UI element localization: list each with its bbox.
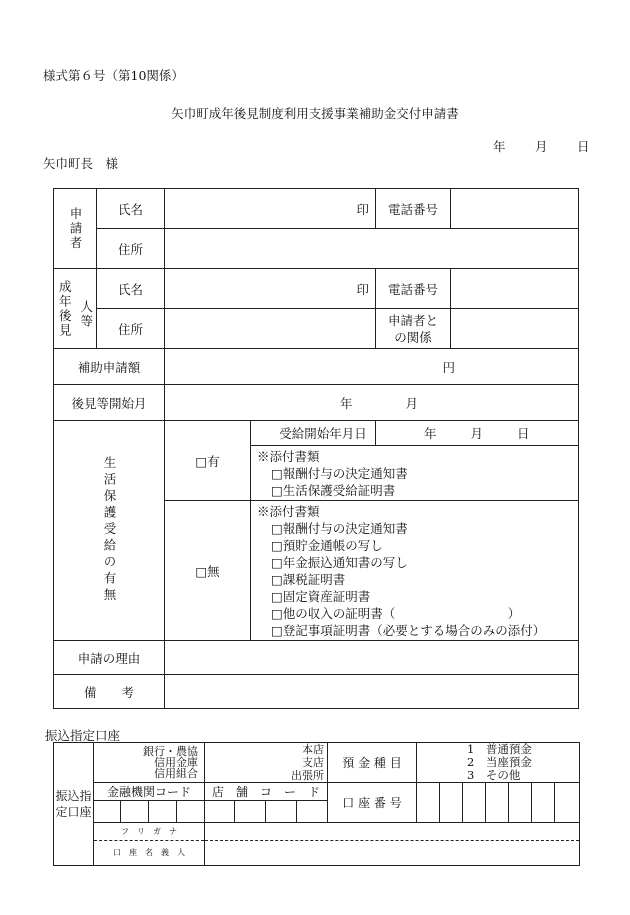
welfare-no-doc-item[interactable]: □登記事項証明書（必要とする場合のみの添付） <box>271 622 546 638</box>
inst-code-digit[interactable] <box>177 801 205 823</box>
reason-field[interactable] <box>165 641 579 675</box>
form-title: 矢巾町成年後見制度利用支援事業補助金交付申請書 <box>171 106 459 121</box>
deposit-type-label: 預 金 種 目 <box>328 743 417 783</box>
welfare-no-doc-item[interactable]: □他の収入の証明書（ ） <box>271 605 521 621</box>
bank-side-label: 振込指 定口座 <box>54 743 94 866</box>
account-no-digit[interactable] <box>440 783 463 823</box>
applicant-name-field[interactable] <box>165 189 376 229</box>
welfare-no-doc-item[interactable]: □課税証明書 <box>271 571 346 587</box>
account-no-digit[interactable] <box>532 783 555 823</box>
welfare-yes-doc-header: ※添付書類 <box>257 448 320 464</box>
date-year: 年 <box>493 139 506 154</box>
welfare-no-doc-item[interactable]: □報酬付与の決定通知書 <box>271 520 408 536</box>
ward-phone-label: 電話番号 <box>376 269 451 309</box>
amount-field[interactable] <box>165 349 579 385</box>
branch-code-digit[interactable] <box>297 801 328 823</box>
reason-label: 申請の理由 <box>54 641 165 675</box>
applicant-seal: 印 <box>356 201 370 217</box>
welfare-date-day: 日 <box>517 426 530 441</box>
ward-address-field[interactable] <box>165 309 376 349</box>
date-day: 日 <box>577 139 590 154</box>
account-no-digit[interactable] <box>463 783 486 823</box>
welfare-yes-doc-item[interactable]: □報酬付与の決定通知書 <box>271 465 408 481</box>
account-no-digit[interactable] <box>555 783 580 823</box>
welfare-yes-docs <box>251 446 579 501</box>
application-table <box>53 188 579 709</box>
applicant-address-field[interactable] <box>165 229 579 269</box>
welfare-no-doc-item[interactable]: □年金振込通知書の写し <box>271 554 408 570</box>
remarks-field[interactable] <box>165 675 579 709</box>
welfare-no-docs <box>251 501 579 641</box>
start-month-label: 後見等開始月 <box>54 385 165 421</box>
start-month-month: 月 <box>405 395 419 411</box>
welfare-yes-checkbox[interactable]: □有 <box>165 421 251 501</box>
welfare-date-year: 年 <box>424 426 437 441</box>
branch-code-digit[interactable] <box>235 801 266 823</box>
welfare-no-doc-item[interactable]: □固定資産証明書 <box>271 588 371 604</box>
ward-relation-label: 申請者と の関係 <box>376 309 451 349</box>
ward-phone-field[interactable] <box>451 269 579 309</box>
inst-code-label: 金融機関コード <box>94 783 205 801</box>
applicant-name-label: 氏名 <box>97 189 165 229</box>
bank-section-title: 振込指定口座 <box>45 728 121 743</box>
account-no-digit[interactable] <box>486 783 509 823</box>
holder-name-field[interactable] <box>205 841 579 865</box>
inst-code-digit[interactable] <box>94 801 121 823</box>
deposit-type-options[interactable]: 1 普通預金 2 当座預金 3 その他 <box>417 743 580 783</box>
form-number: 様式第６号（第10関係） <box>43 68 184 83</box>
ward-seal: 印 <box>356 281 370 297</box>
furigana-field[interactable] <box>205 823 579 841</box>
applicant-address-label: 住所 <box>97 229 165 269</box>
account-no-label: 口 座 番 号 <box>328 783 417 823</box>
inst-code-digit[interactable] <box>121 801 149 823</box>
addressee: 矢巾町長 様 <box>43 156 119 171</box>
ward-name-field[interactable] <box>165 269 376 309</box>
inst-code-digit[interactable] <box>149 801 177 823</box>
welfare-no-doc-header: ※添付書類 <box>257 503 320 519</box>
date-month: 月 <box>535 139 548 154</box>
applicant-group-label: 申請者 <box>54 189 97 269</box>
branch-type: 本店 支店 出張所 <box>205 743 328 783</box>
amount-unit: 円 <box>442 359 456 375</box>
bank-table <box>53 742 580 866</box>
ward-relation-field[interactable] <box>451 309 579 349</box>
holder-label: 口 座 名 義 人 <box>113 848 185 857</box>
holder-field-cell[interactable] <box>205 823 580 866</box>
remarks-label: 備 考 <box>54 675 165 709</box>
account-no-digit[interactable] <box>417 783 440 823</box>
welfare-start-date-field[interactable] <box>376 421 579 446</box>
holder-label-cell <box>94 823 205 866</box>
branch-code-digit[interactable] <box>205 801 235 823</box>
branch-code-digit[interactable] <box>266 801 297 823</box>
welfare-no-checkbox[interactable]: □無 <box>165 501 251 641</box>
ward-group-label: 成年後見 人等 <box>54 269 97 349</box>
welfare-date-month: 月 <box>470 426 484 441</box>
welfare-label: 生活保護受給の有無 <box>54 421 165 641</box>
ward-address-label: 住所 <box>97 309 165 349</box>
welfare-start-date-label: 受給開始年月日 <box>251 421 376 446</box>
applicant-phone-label: 電話番号 <box>376 189 451 229</box>
amount-label: 補助申請額 <box>54 349 165 385</box>
ward-name-label: 氏名 <box>97 269 165 309</box>
account-no-digit[interactable] <box>509 783 532 823</box>
start-month-field[interactable] <box>165 385 579 421</box>
start-month-year: 年 <box>340 395 353 411</box>
institution-type: 銀行・農協 信用金庫 信用組合 <box>94 743 205 783</box>
branch-code-label: 店 舗 コ ー ド <box>205 783 328 801</box>
welfare-no-doc-item[interactable]: □預貯金通帳の写し <box>271 537 383 553</box>
furigana-label: フ リ ガ ナ <box>94 823 204 841</box>
welfare-yes-doc-item[interactable]: □生活保護受給証明書 <box>271 482 396 498</box>
applicant-phone-field[interactable] <box>451 189 579 229</box>
